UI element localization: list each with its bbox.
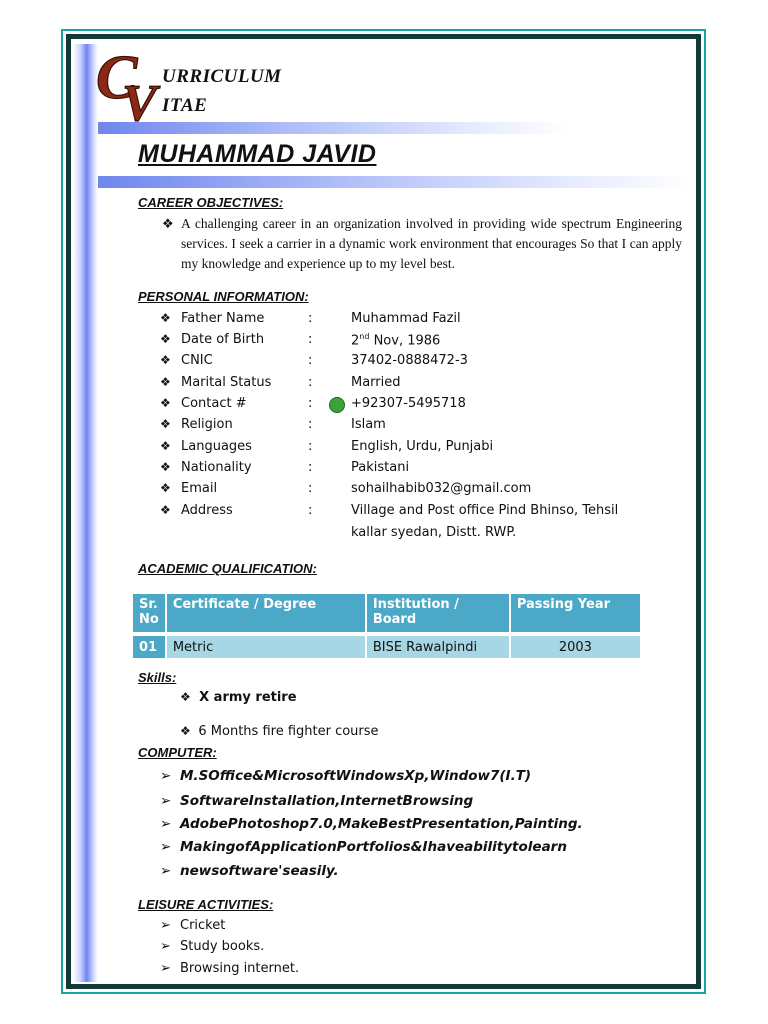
info-label: Address — [181, 503, 233, 518]
diamond-bullet-icon: ❖ — [160, 503, 171, 517]
info-separator: : — [308, 332, 313, 347]
info-separator: : — [308, 396, 313, 411]
info-separator: : — [308, 417, 313, 432]
info-label: Date of Birth — [181, 332, 265, 347]
table-cell: Metric — [167, 632, 367, 658]
whatsapp-icon — [329, 397, 345, 413]
info-separator: : — [308, 375, 313, 390]
info-separator: : — [308, 503, 313, 518]
computer-item: ➢ M.SOffice&MicrosoftWindowsXp,Window7(I.T) — [160, 768, 532, 784]
info-label: Email — [181, 481, 218, 496]
info-row-nationality — [160, 460, 680, 480]
info-row-email — [160, 481, 680, 501]
leisure-item: ➢ Browsing internet. — [160, 961, 300, 976]
diamond-bullet-icon: ❖ — [160, 311, 171, 325]
arrow-bullet-icon: ➢ — [160, 918, 171, 933]
info-separator: : — [308, 481, 313, 496]
table-header-cell: Sr. No — [133, 594, 167, 632]
info-separator: : — [308, 460, 313, 475]
info-row-languages — [160, 439, 680, 459]
computer-heading: COMPUTER: — [138, 745, 217, 760]
table-cell: 01 — [133, 632, 167, 658]
diamond-bullet-icon: ❖ — [160, 353, 171, 367]
diamond-bullet-icon: ❖ — [162, 216, 174, 231]
header-band-top — [98, 122, 568, 134]
leisure-item: ➢ Study books. — [160, 939, 265, 954]
svg-text:V: V — [122, 75, 157, 124]
info-label: Languages — [181, 439, 252, 454]
arrow-bullet-icon: ➢ — [160, 839, 172, 855]
info-separator: : — [308, 311, 313, 326]
diamond-bullet-icon: ❖ — [160, 417, 171, 431]
table-header-cell: Certificate / Degree — [167, 594, 367, 632]
info-row-date-of-birth — [160, 332, 680, 352]
skill-item: ❖ 6 Months fire fighter course — [180, 724, 379, 739]
header-band-bottom — [98, 176, 690, 188]
diamond-bullet-icon: ❖ — [160, 439, 171, 453]
career-objectives-heading: CAREER OBJECTIVES: — [138, 195, 284, 210]
academic-qualification-heading: ACADEMIC QUALIFICATION: — [138, 561, 317, 576]
svg-text:C: C — [96, 44, 138, 112]
table-header-cell: Institution / Board — [367, 594, 511, 632]
academic-table — [133, 594, 640, 658]
info-value: Village and Post office Pind Bhinso, Tehsil — [351, 503, 619, 518]
info-value: Pakistani — [351, 460, 410, 475]
table-cell: 2003 — [511, 632, 640, 658]
arrow-bullet-icon: ➢ — [160, 939, 171, 954]
career-objectives-text: A challenging career in an organization involved in providing wide spectrum Engineering services. I seek a carrier in a dynamic work environment that encourages So that I can apply my knowledge and experience up to my level best. — [181, 216, 682, 271]
arrow-bullet-icon: ➢ — [160, 961, 171, 976]
skills-heading: Skills: — [138, 670, 177, 685]
diamond-bullet-icon: ❖ — [160, 460, 171, 474]
cv-title-line2: ITAE — [162, 95, 208, 116]
info-row-cnic — [160, 353, 680, 373]
info-value: Muhammad Fazil — [351, 311, 461, 326]
left-gradient-stripe — [73, 44, 98, 982]
skill-item: ❖ X army retire — [180, 690, 297, 705]
computer-item: ➢ AdobePhotoshop7.0,MakeBestPresentation,Painting. — [160, 816, 583, 832]
table-header-cell: Passing Year — [511, 594, 640, 632]
info-label: Marital Status — [181, 375, 272, 390]
info-label: Contact # — [181, 396, 247, 411]
cv-title-line1: URRICULUM — [162, 66, 282, 87]
info-label: Nationality — [181, 460, 252, 475]
info-value: Islam — [351, 417, 386, 432]
info-row-father-name — [160, 311, 680, 331]
personal-information-heading: PERSONAL INFORMATION: — [138, 289, 309, 304]
info-value: 37402-0888472-3 — [351, 353, 468, 368]
info-value: English, Urdu, Punjabi — [351, 439, 494, 454]
info-row-contact — [160, 396, 680, 416]
table-header-row — [133, 594, 640, 632]
computer-item: ➢ SoftwareInstallation,InternetBrowsing — [160, 793, 474, 809]
computer-item: ➢ newsoftware'seasily. — [160, 863, 339, 879]
info-separator: : — [308, 353, 313, 368]
table-row — [133, 632, 640, 658]
info-value: Married — [351, 375, 401, 390]
leisure-activities-heading: LEISURE ACTIVITIES: — [138, 897, 274, 912]
arrow-bullet-icon: ➢ — [160, 816, 172, 832]
info-separator: : — [308, 439, 313, 454]
cv-logo-icon — [94, 40, 166, 124]
diamond-bullet-icon: ❖ — [160, 481, 171, 495]
arrow-bullet-icon: ➢ — [160, 793, 172, 809]
candidate-name: MUHAMMAD JAVID — [138, 140, 377, 168]
diamond-bullet-icon: ❖ — [160, 396, 171, 410]
info-row-religion — [160, 417, 680, 437]
diamond-bullet-icon: ❖ — [180, 724, 199, 738]
info-value: +92307-5495718 — [351, 396, 466, 411]
computer-item: ➢ MakingofApplicationPortfolios&Ihaveabilitytolearn — [160, 839, 567, 855]
info-label: CNIC — [181, 353, 213, 368]
info-value: sohailhabib032@gmail.com — [351, 481, 532, 496]
leisure-item: ➢ Cricket — [160, 918, 226, 933]
diamond-bullet-icon: ❖ — [160, 332, 171, 346]
info-value: 2nd Nov, 1986 — [351, 332, 441, 349]
arrow-bullet-icon: ➢ — [160, 863, 172, 879]
info-label: Religion — [181, 417, 233, 432]
info-label: Father Name — [181, 311, 265, 326]
arrow-bullet-icon: ➢ — [160, 768, 172, 784]
table-cell: BISE Rawalpindi — [367, 632, 511, 658]
diamond-bullet-icon: ❖ — [180, 690, 200, 704]
info-row-marital-status — [160, 375, 680, 395]
info-row-address — [160, 503, 680, 547]
diamond-bullet-icon: ❖ — [160, 375, 171, 389]
info-value-line2: kallar syedan, Distt. RWP. — [351, 525, 517, 540]
